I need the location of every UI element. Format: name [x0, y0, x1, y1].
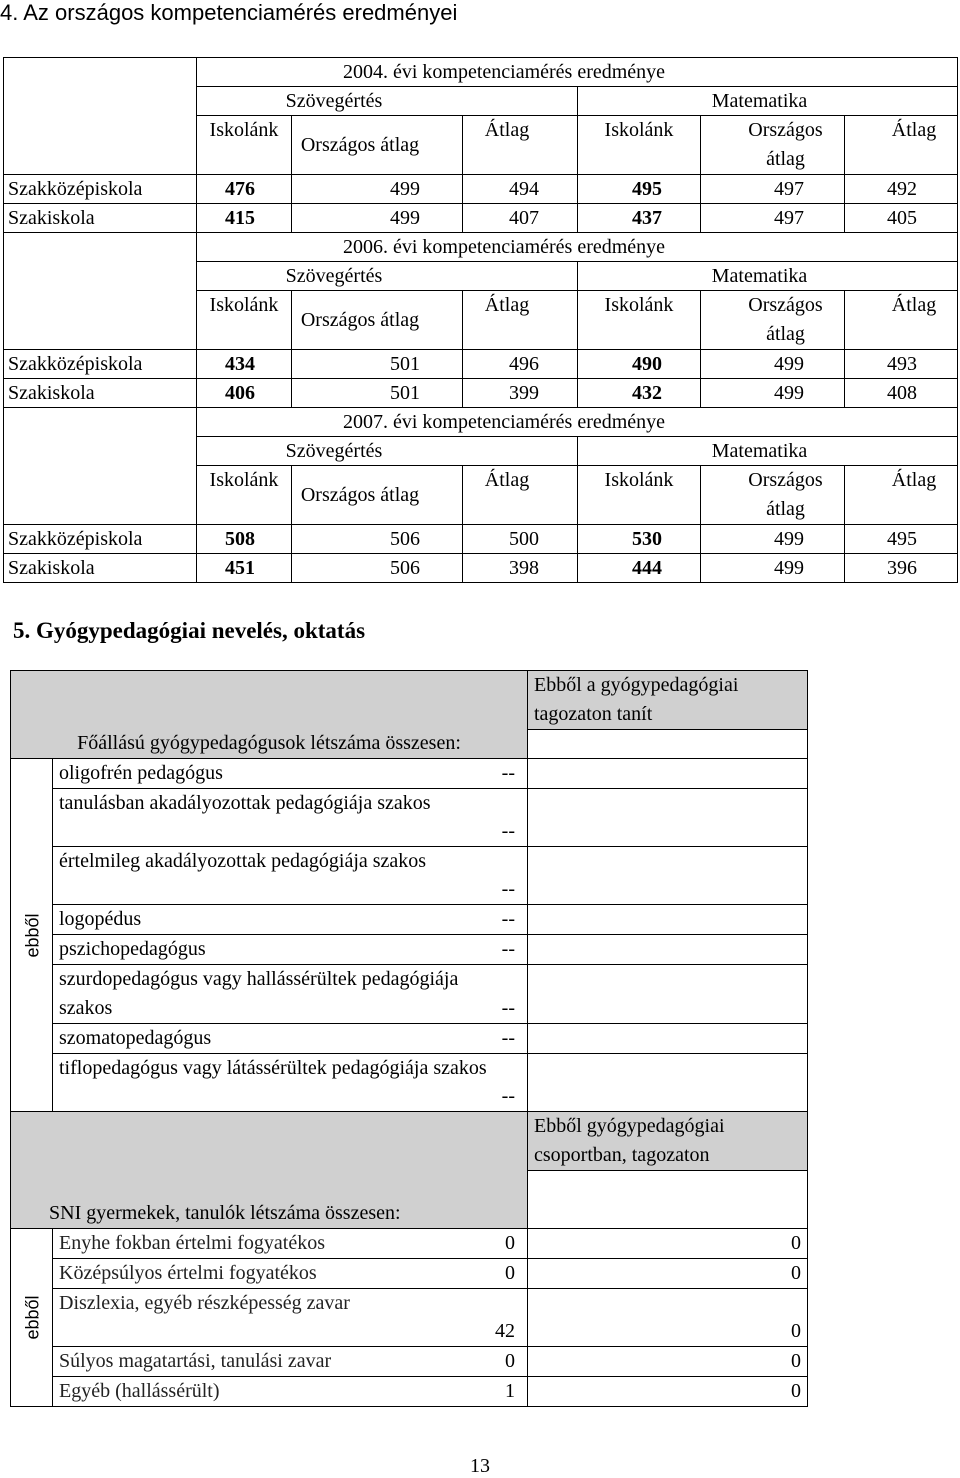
staff-row — [11, 1024, 808, 1054]
col-atlag: Átlag — [463, 466, 578, 525]
school-type: Szakiskola — [4, 204, 197, 233]
score-cell: 490 — [578, 350, 701, 379]
school-type: Szakközépiskola — [4, 175, 197, 204]
section-5-title: 5. Gyógypedagógiai nevelés, oktatás — [13, 618, 366, 643]
sni-total-value — [528, 1171, 808, 1229]
year-title: 2006. évi kompetenciamérés eredménye — [197, 233, 958, 262]
score-cell: 506 — [292, 554, 463, 583]
col-iskolank: Iskolánk — [197, 291, 292, 350]
score-cell: 396 — [845, 554, 958, 583]
score-cell: 500 — [463, 525, 578, 554]
staff-item-right — [528, 965, 808, 1024]
year-title: 2004. évi kompetenciamérés eredménye — [197, 58, 958, 87]
col-iskolank: Iskolánk — [197, 116, 292, 175]
score-cell: 501 — [292, 350, 463, 379]
col-atlag-math: Átlag — [845, 466, 958, 525]
score-cell: 476 — [197, 175, 292, 204]
staff-total-value — [528, 730, 808, 759]
school-type: Szakiskola — [4, 554, 197, 583]
sni-item-value2: 0 — [528, 1347, 808, 1377]
staff-row — [11, 847, 808, 905]
staff-row — [11, 935, 808, 965]
staff-row — [11, 789, 808, 847]
staff-item-right — [528, 935, 808, 965]
score-cell: 497 — [701, 204, 845, 233]
col-iskolank-math: Iskolánk — [578, 291, 701, 350]
staff-row — [11, 1054, 808, 1112]
staff-side-label-cell — [11, 759, 53, 1112]
staff-item-value: -- — [501, 1085, 515, 1107]
col-atlag-math: Átlag — [845, 291, 958, 350]
staff-row — [11, 759, 808, 789]
result-row — [4, 554, 958, 583]
staff-side-label: ebből — [22, 912, 43, 958]
staff-item-value: -- — [501, 878, 515, 900]
score-cell: 398 — [463, 554, 578, 583]
year-title-row — [4, 233, 958, 262]
staff-item-label: szurdopedagógus vagy hallássérültek pedagógiája szakos -- — [53, 965, 528, 1024]
score-cell: 494 — [463, 175, 578, 204]
score-cell: 451 — [197, 554, 292, 583]
year-title-row — [4, 408, 958, 437]
col-orszagos-math: Országos átlag — [701, 466, 845, 525]
sni-item-label: Egyéb (hallássérült) 1 — [53, 1377, 528, 1407]
subject-math: Matematika — [578, 437, 958, 466]
score-cell: 496 — [463, 350, 578, 379]
staff-item-label: szomatopedagógus -- — [53, 1024, 528, 1054]
staff-item-label: tanulásban akadályozottak pedagógiája szakos -- — [53, 789, 528, 847]
sni-item-label: Diszlexia, egyéb részképesség zavar 42 — [53, 1289, 528, 1347]
page-number: 13 — [470, 1455, 490, 1477]
sni-row — [11, 1377, 808, 1407]
score-cell: 437 — [578, 204, 701, 233]
col-atlag: Átlag — [463, 291, 578, 350]
sni-row — [11, 1229, 808, 1259]
staff-item-value: -- — [501, 1027, 515, 1049]
staff-item-label: oligofrén pedagógus -- — [53, 759, 528, 789]
staff-item-value: -- — [501, 938, 515, 960]
score-cell: 406 — [197, 379, 292, 408]
score-cell: 508 — [197, 525, 292, 554]
staff-row — [11, 905, 808, 935]
staff-item-right — [528, 905, 808, 935]
sni-row — [11, 1289, 808, 1347]
subject-reading: Szövegértés — [197, 87, 578, 116]
col-orszagos-math: Országos átlag — [701, 291, 845, 350]
staff-header-right: Ebből a gyógypedagógiai tagozaton tanít — [528, 671, 808, 730]
sni-row — [11, 1259, 808, 1289]
school-type: Szakiskola — [4, 379, 197, 408]
result-row — [4, 379, 958, 408]
score-cell: 499 — [701, 379, 845, 408]
staff-item-right — [528, 1024, 808, 1054]
col-atlag: Átlag — [463, 116, 578, 175]
staff-total-label: Főállású gyógypedagógusok létszáma összesen: — [11, 671, 528, 759]
sni-item-value: 0 — [505, 1350, 515, 1372]
score-cell: 497 — [701, 175, 845, 204]
staff-item-label: logopédus -- — [53, 905, 528, 935]
sni-item-label: Enyhe fokban értelmi fogyatékos 0 — [53, 1229, 528, 1259]
staff-item-right — [528, 1054, 808, 1112]
sni-row — [11, 1347, 808, 1377]
col-iskolank-math: Iskolánk — [578, 466, 701, 525]
score-cell: 399 — [463, 379, 578, 408]
score-cell: 493 — [845, 350, 958, 379]
score-cell: 499 — [701, 525, 845, 554]
sni-item-label: Súlyos magatartási, tanulási zavar 0 — [53, 1347, 528, 1377]
col-orszagos-math: Országos átlag — [701, 116, 845, 175]
score-cell: 506 — [292, 525, 463, 554]
sni-item-value: 1 — [505, 1380, 515, 1402]
score-cell: 415 — [197, 204, 292, 233]
sni-side-label: ebből — [22, 1295, 43, 1340]
staff-item-right — [528, 759, 808, 789]
score-cell: 530 — [578, 525, 701, 554]
sni-item-value2: 0 — [528, 1229, 808, 1259]
staff-item-right — [528, 789, 808, 847]
staff-item-label: értelmileg akadályozottak pedagógiája szakos -- — [53, 847, 528, 905]
year-title-row — [4, 58, 958, 87]
score-cell: 434 — [197, 350, 292, 379]
col-orszagos: Országos átlag — [292, 116, 463, 175]
score-cell: 499 — [701, 350, 845, 379]
result-row — [4, 350, 958, 379]
score-cell: 499 — [701, 554, 845, 583]
score-cell: 499 — [292, 175, 463, 204]
col-orszagos: Országos átlag — [292, 291, 463, 350]
col-atlag-math: Átlag — [845, 116, 958, 175]
subject-math: Matematika — [578, 262, 958, 291]
score-cell: 499 — [292, 204, 463, 233]
sni-total-label: SNI gyermekek, tanulók létszáma összesen: — [11, 1112, 528, 1229]
score-cell: 492 — [845, 175, 958, 204]
subject-reading: Szövegértés — [197, 437, 578, 466]
score-cell: 495 — [845, 525, 958, 554]
score-cell: 432 — [578, 379, 701, 408]
school-type: Szakközépiskola — [4, 525, 197, 554]
sni-item-label: Középsúlyos értelmi fogyatékos 0 — [53, 1259, 528, 1289]
staff-item-label: pszichopedagógus -- — [53, 935, 528, 965]
sni-item-value: 0 — [505, 1262, 515, 1284]
subject-reading: Szövegértés — [197, 262, 578, 291]
year-title: 2007. évi kompetenciamérés eredménye — [197, 408, 958, 437]
special-education-table — [10, 670, 808, 1407]
staff-row — [11, 965, 808, 1024]
staff-item-value: -- — [501, 908, 515, 930]
col-orszagos: Országos átlag — [292, 466, 463, 525]
sni-item-value2: 0 — [528, 1377, 808, 1407]
sni-side-label-cell — [11, 1229, 53, 1407]
col-iskolank-math: Iskolánk — [578, 116, 701, 175]
staff-item-value: -- — [501, 997, 515, 1019]
result-row — [4, 204, 958, 233]
staff-item-value: -- — [501, 820, 515, 842]
result-row — [4, 175, 958, 204]
score-cell: 408 — [845, 379, 958, 408]
result-row — [4, 525, 958, 554]
staff-item-value: -- — [501, 762, 515, 784]
section-4-title: 4. Az országos kompetenciamérés eredményei — [0, 0, 458, 25]
subject-math: Matematika — [578, 87, 958, 116]
sni-item-value: 42 — [495, 1320, 515, 1342]
score-cell: 407 — [463, 204, 578, 233]
score-cell: 405 — [845, 204, 958, 233]
sni-item-value2: 0 — [528, 1289, 808, 1347]
school-type: Szakközépiskola — [4, 350, 197, 379]
score-cell: 495 — [578, 175, 701, 204]
staff-item-label: tiflopedagógus vagy látássérültek pedagógiája szakos -- — [53, 1054, 528, 1112]
score-cell: 444 — [578, 554, 701, 583]
staff-item-right — [528, 847, 808, 905]
score-cell: 501 — [292, 379, 463, 408]
sni-item-value: 0 — [505, 1232, 515, 1254]
sni-item-value2: 0 — [528, 1259, 808, 1289]
col-iskolank: Iskolánk — [197, 466, 292, 525]
competence-results-table — [3, 57, 958, 583]
sni-header-right: Ebből gyógypedagógiai csoportban, tagozaton — [528, 1112, 808, 1171]
